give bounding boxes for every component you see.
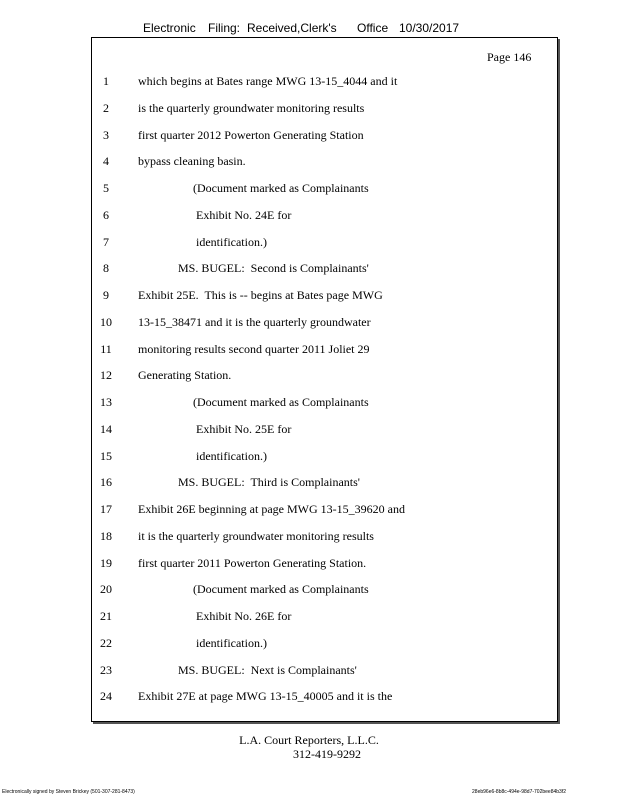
line-number: 4: [103, 154, 109, 169]
line-text: it is the quarterly groundwater monitoring results: [138, 528, 374, 543]
line-text: Exhibit No. 24E for: [196, 207, 292, 222]
line-text: MS. BUGEL: Second is Complainants': [178, 261, 369, 276]
line-number: 8: [103, 261, 109, 276]
transcript-line: [0, 502, 618, 518]
header-received: Received,Clerk's: [247, 21, 337, 35]
line-number: 3: [103, 127, 109, 142]
filing-header: [0, 21, 618, 37]
signature-left: Electronically signed by Steven Brickey (501-307-281-8473): [2, 789, 135, 795]
line-text: Exhibit No. 25E for: [196, 421, 292, 436]
line-text: (Document marked as Complainants: [193, 582, 369, 597]
transcript-line: [0, 235, 618, 251]
transcript-line: [0, 529, 618, 545]
line-number: 1: [103, 74, 109, 88]
line-text: is the quarterly groundwater monitoring results: [138, 100, 365, 115]
line-number: 6: [103, 207, 109, 222]
line-text: Generating Station.: [138, 368, 232, 383]
line-text: first quarter 2012 Powerton Generating Station: [138, 127, 364, 142]
line-text: 13-15_38471 and it is the quarterly groundwater: [138, 314, 371, 329]
line-number: 11: [100, 341, 112, 356]
line-text: bypass cleaning basin.: [138, 154, 246, 169]
transcript-line: [0, 288, 618, 304]
header-office: Office: [357, 21, 389, 35]
line-text: MS. BUGEL: Third is Complainants': [178, 475, 360, 490]
line-number: 23: [100, 662, 112, 677]
transcript-line: [0, 582, 618, 598]
line-number: 13: [100, 395, 112, 409]
line-text: which begins at Bates range MWG 13-15_4044 and it: [138, 74, 398, 88]
line-text: monitoring results second quarter 2011 Joliet 29: [138, 341, 370, 356]
transcript-line: [0, 368, 618, 384]
transcript-line: [0, 422, 618, 438]
transcript-line: [0, 609, 618, 625]
signature-right: 28eb96e6-8b8c-494e-98d7-702bee84b3f2: [472, 789, 566, 795]
transcript-line: [0, 181, 618, 197]
transcript-line: [0, 128, 618, 144]
transcript-line: [0, 556, 618, 572]
line-number: 22: [100, 635, 112, 650]
page-number: Page 146: [487, 50, 532, 64]
line-number: 2: [103, 100, 109, 115]
line-number: 7: [103, 234, 109, 249]
line-number: 10: [100, 314, 112, 329]
line-number: 21: [100, 609, 112, 623]
footer-phone: 312-419-9292: [293, 747, 361, 761]
line-text: Exhibit 27E at page MWG 13-15_40005 and it is the: [138, 689, 393, 704]
line-number: 14: [100, 421, 112, 436]
line-text: (Document marked as Complainants: [193, 395, 369, 409]
line-text: Exhibit 26E beginning at page MWG 13-15_39620 and: [138, 502, 405, 516]
line-number: 5: [103, 181, 109, 195]
transcript-line: [0, 475, 618, 491]
line-text: identification.): [196, 448, 267, 463]
header-filing: Filing:: [208, 21, 241, 35]
transcript-line: [0, 663, 618, 679]
transcript-line: [0, 689, 618, 705]
transcript-line: [0, 315, 618, 331]
header-electronic: Electronic: [143, 21, 196, 35]
transcript-line: [0, 208, 618, 224]
line-number: 18: [100, 528, 112, 543]
line-number: 15: [100, 448, 112, 463]
transcript-line: [0, 449, 618, 465]
footer-company: L.A. Court Reporters, L.L.C.: [239, 733, 379, 747]
transcript-line: [0, 154, 618, 170]
line-text: (Document marked as Complainants: [193, 181, 369, 195]
line-number: 20: [100, 582, 112, 597]
transcript-line: [0, 395, 618, 411]
line-text: Exhibit 25E. This is -- begins at Bates page MWG: [138, 288, 383, 302]
line-text: identification.): [196, 234, 267, 249]
transcript-line: [0, 342, 618, 358]
line-text: identification.): [196, 635, 267, 650]
transcript-line: [0, 636, 618, 652]
transcript-line: [0, 74, 618, 90]
line-number: 17: [100, 502, 112, 516]
line-text: MS. BUGEL: Next is Complainants': [178, 662, 357, 677]
line-number: 9: [103, 288, 109, 302]
transcript-line: [0, 261, 618, 277]
header-date: 10/30/2017: [399, 21, 460, 35]
transcript-line: [0, 101, 618, 117]
line-number: 16: [100, 475, 112, 490]
line-number: 12: [100, 368, 112, 383]
line-number: 24: [100, 689, 112, 704]
line-text: first quarter 2011 Powerton Generating Station.: [138, 555, 367, 570]
line-number: 19: [100, 555, 112, 570]
line-text: Exhibit No. 26E for: [196, 609, 292, 623]
